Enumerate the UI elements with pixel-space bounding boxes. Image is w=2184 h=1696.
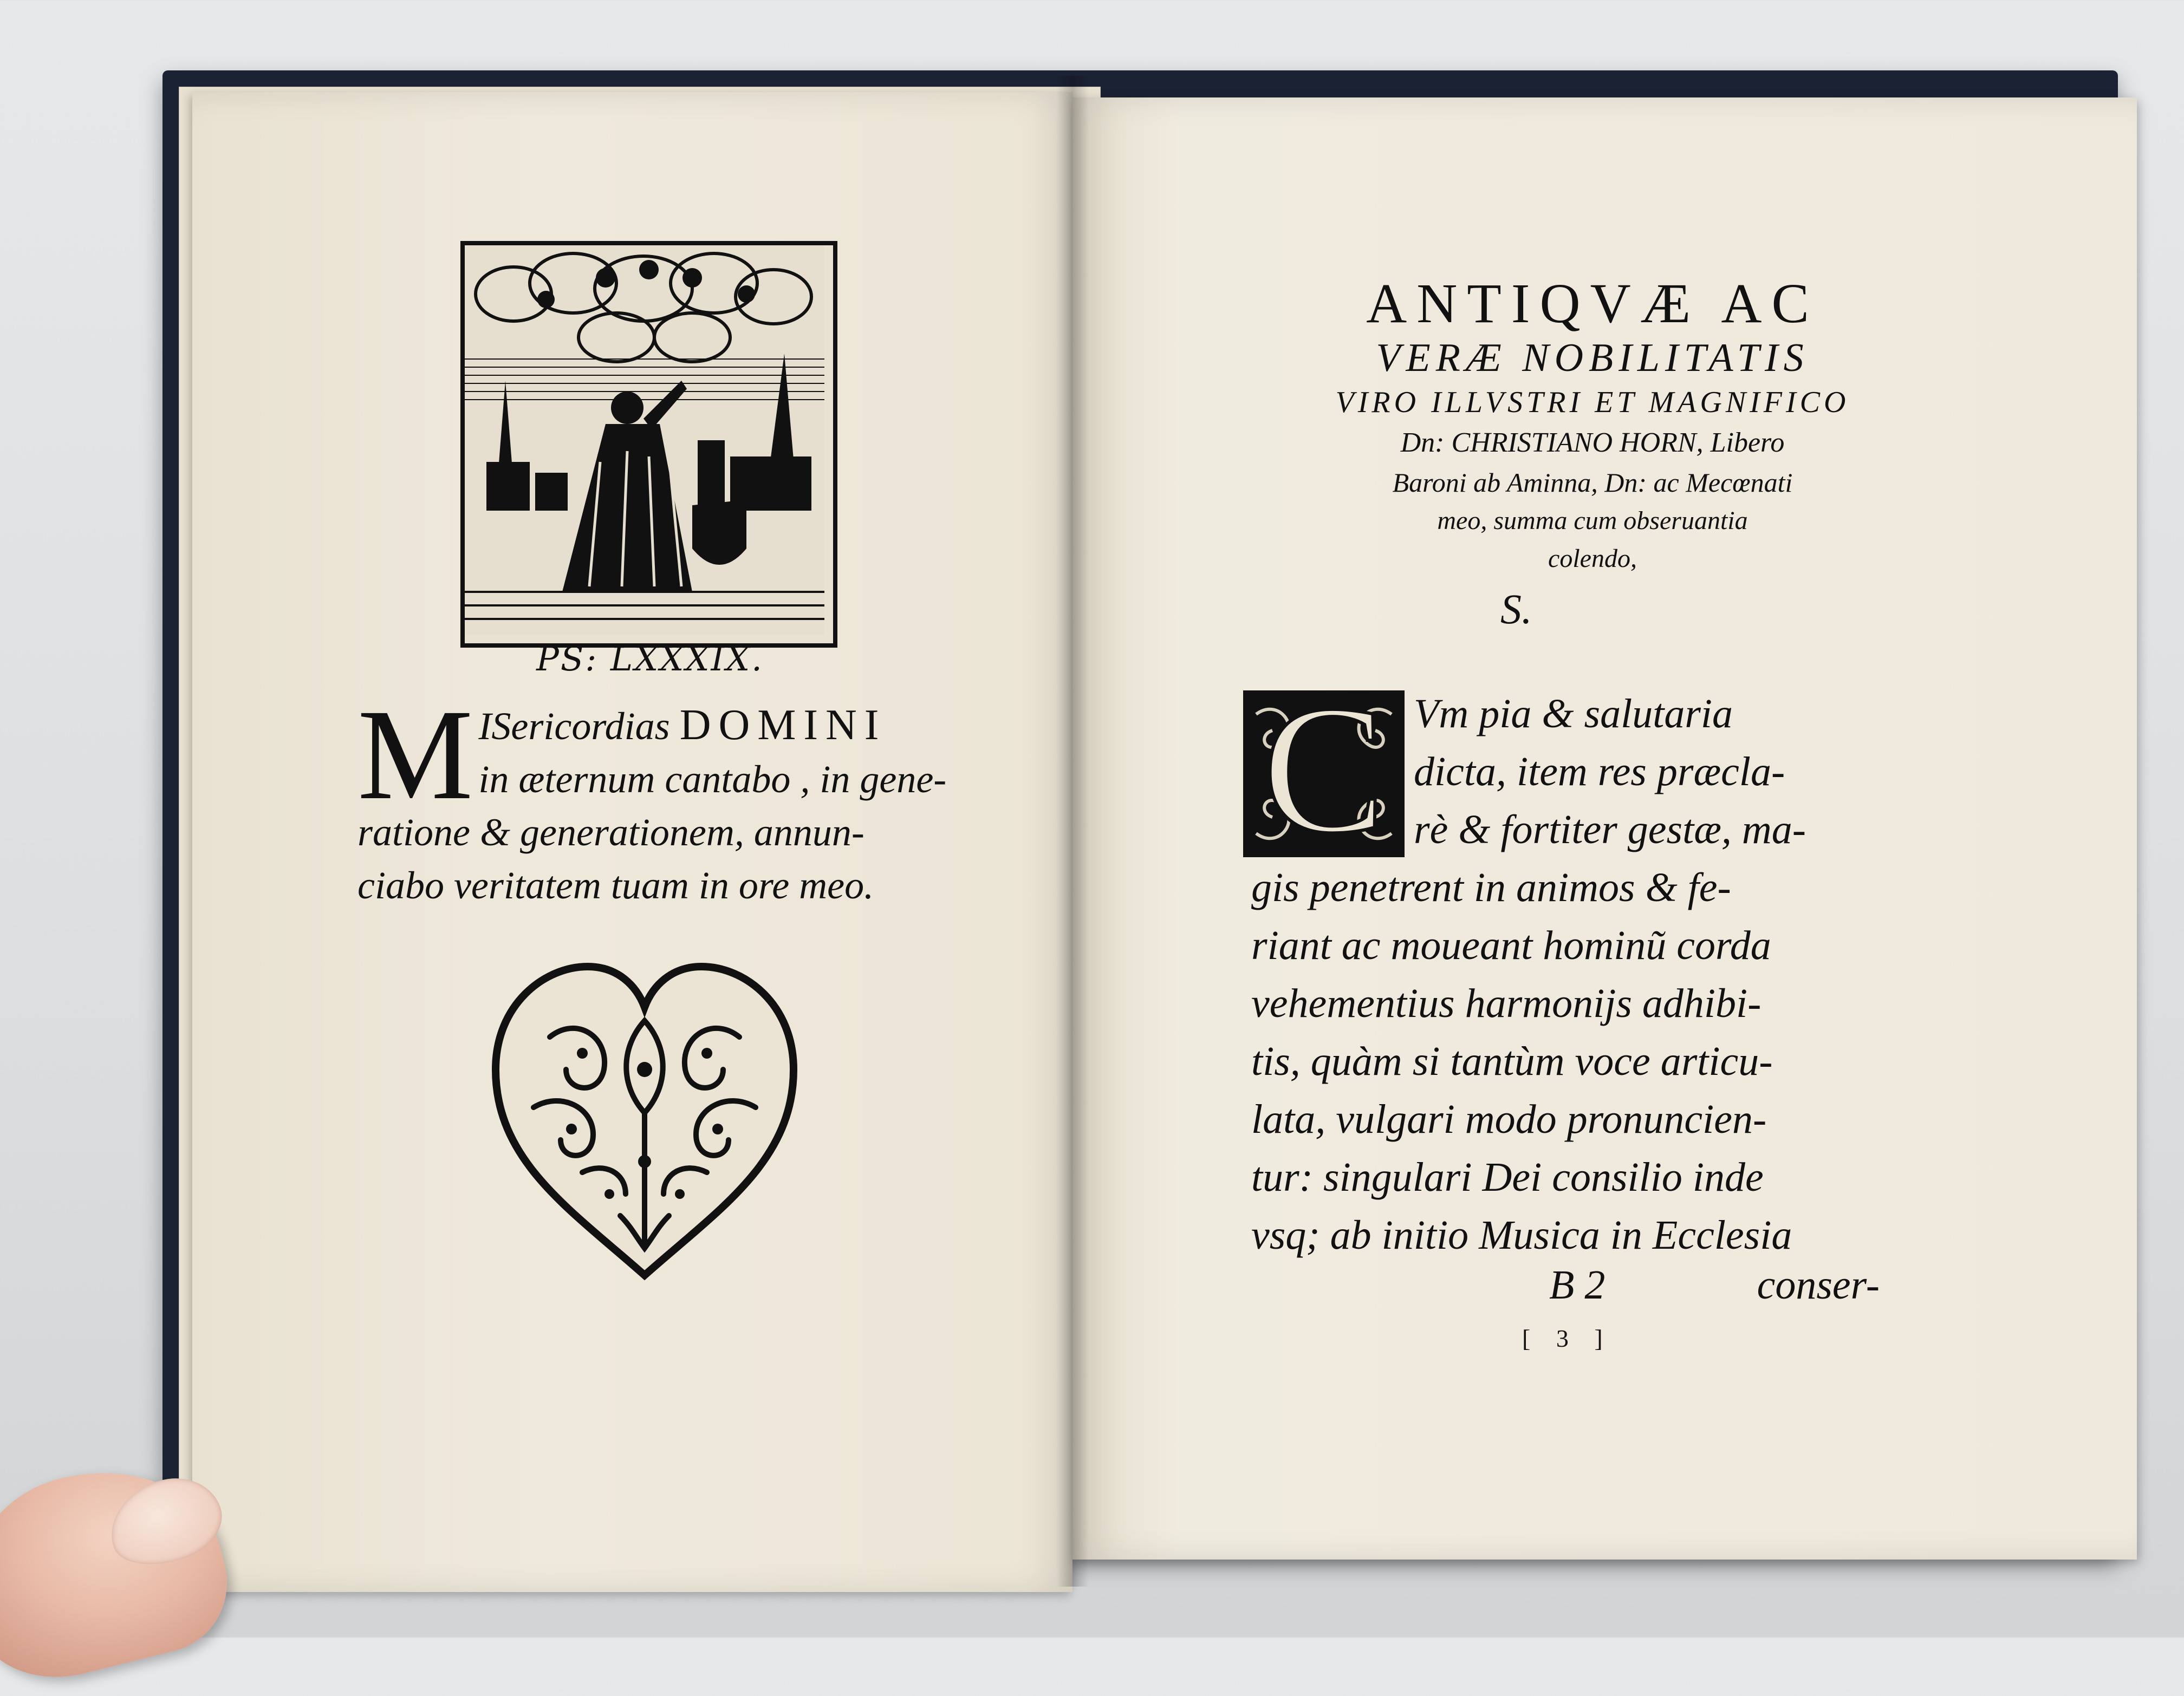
- signature-mark: B 2: [1549, 1262, 1606, 1308]
- body-line: tis, quàm si tantùm voce articu-: [1251, 1039, 1773, 1084]
- dedication-line: ANTIQVÆ AC: [1366, 272, 1819, 335]
- praying-figure-woodcut-icon: [465, 245, 824, 635]
- psalm-line: ciabo veritatem tuam in ore meo.: [358, 864, 874, 907]
- body-line: gis penetrent in animos & fe-: [1251, 865, 1731, 910]
- salutation: S.: [1500, 585, 1532, 632]
- body-line: vehementius harmonijs adhibi-: [1251, 981, 1761, 1026]
- dedication-line: meo, summa cum obseruantia: [1437, 506, 1748, 535]
- signature-line: [1549, 1262, 1880, 1309]
- page-number: [ 3 ]: [1522, 1325, 1613, 1352]
- psalm-line: ISericordias DOMINI: [478, 701, 887, 749]
- body-line: lata, vulgari modo pronuncien-: [1251, 1097, 1767, 1142]
- dedication-line: VERÆ NOBILITATIS: [1376, 336, 1809, 380]
- psalm-drop-cap: M: [358, 682, 473, 826]
- psalm-line: in æternum cantabo , in gene-: [478, 758, 947, 801]
- woodcut-illustration: [460, 241, 837, 648]
- body-line: vsq; ab initio Musica in Ecclesia: [1251, 1212, 1792, 1258]
- psalm-text: [358, 682, 959, 912]
- dedication-line: Dn: CHRISTIANO HORN, Libero: [1400, 427, 1785, 458]
- body-line: rè & fortiter gestæ, ma-: [1414, 807, 1806, 852]
- heart-ornament-icon: [485, 956, 804, 1281]
- book-spine-shadow: [1056, 76, 1089, 1587]
- psalm-heading: PS: LXXXIX.: [536, 639, 764, 679]
- body-line: tur: singulari Dei consilio inde: [1251, 1154, 1764, 1200]
- body-line: Vm pia & salutaria: [1414, 691, 1733, 736]
- catchword: conser-: [1757, 1262, 1880, 1308]
- body-line: dicta, item res præcla-: [1414, 749, 1785, 794]
- body-line: riant ac moueant hominũ corda: [1251, 923, 1771, 968]
- dedication-block: [1192, 273, 1993, 578]
- psalm-line: ratione & generationem, annun-: [358, 811, 864, 854]
- dedication-line: colendo,: [1548, 544, 1637, 573]
- dedication-line: Baroni ab Aminna, Dn: ac Mecœnati: [1392, 467, 1793, 498]
- dedication-line: VIRO ILLVSTRI ET MAGNIFICO: [1335, 386, 1850, 419]
- body-text: [1251, 685, 1874, 1264]
- initial-letter: C: [1262, 667, 1386, 871]
